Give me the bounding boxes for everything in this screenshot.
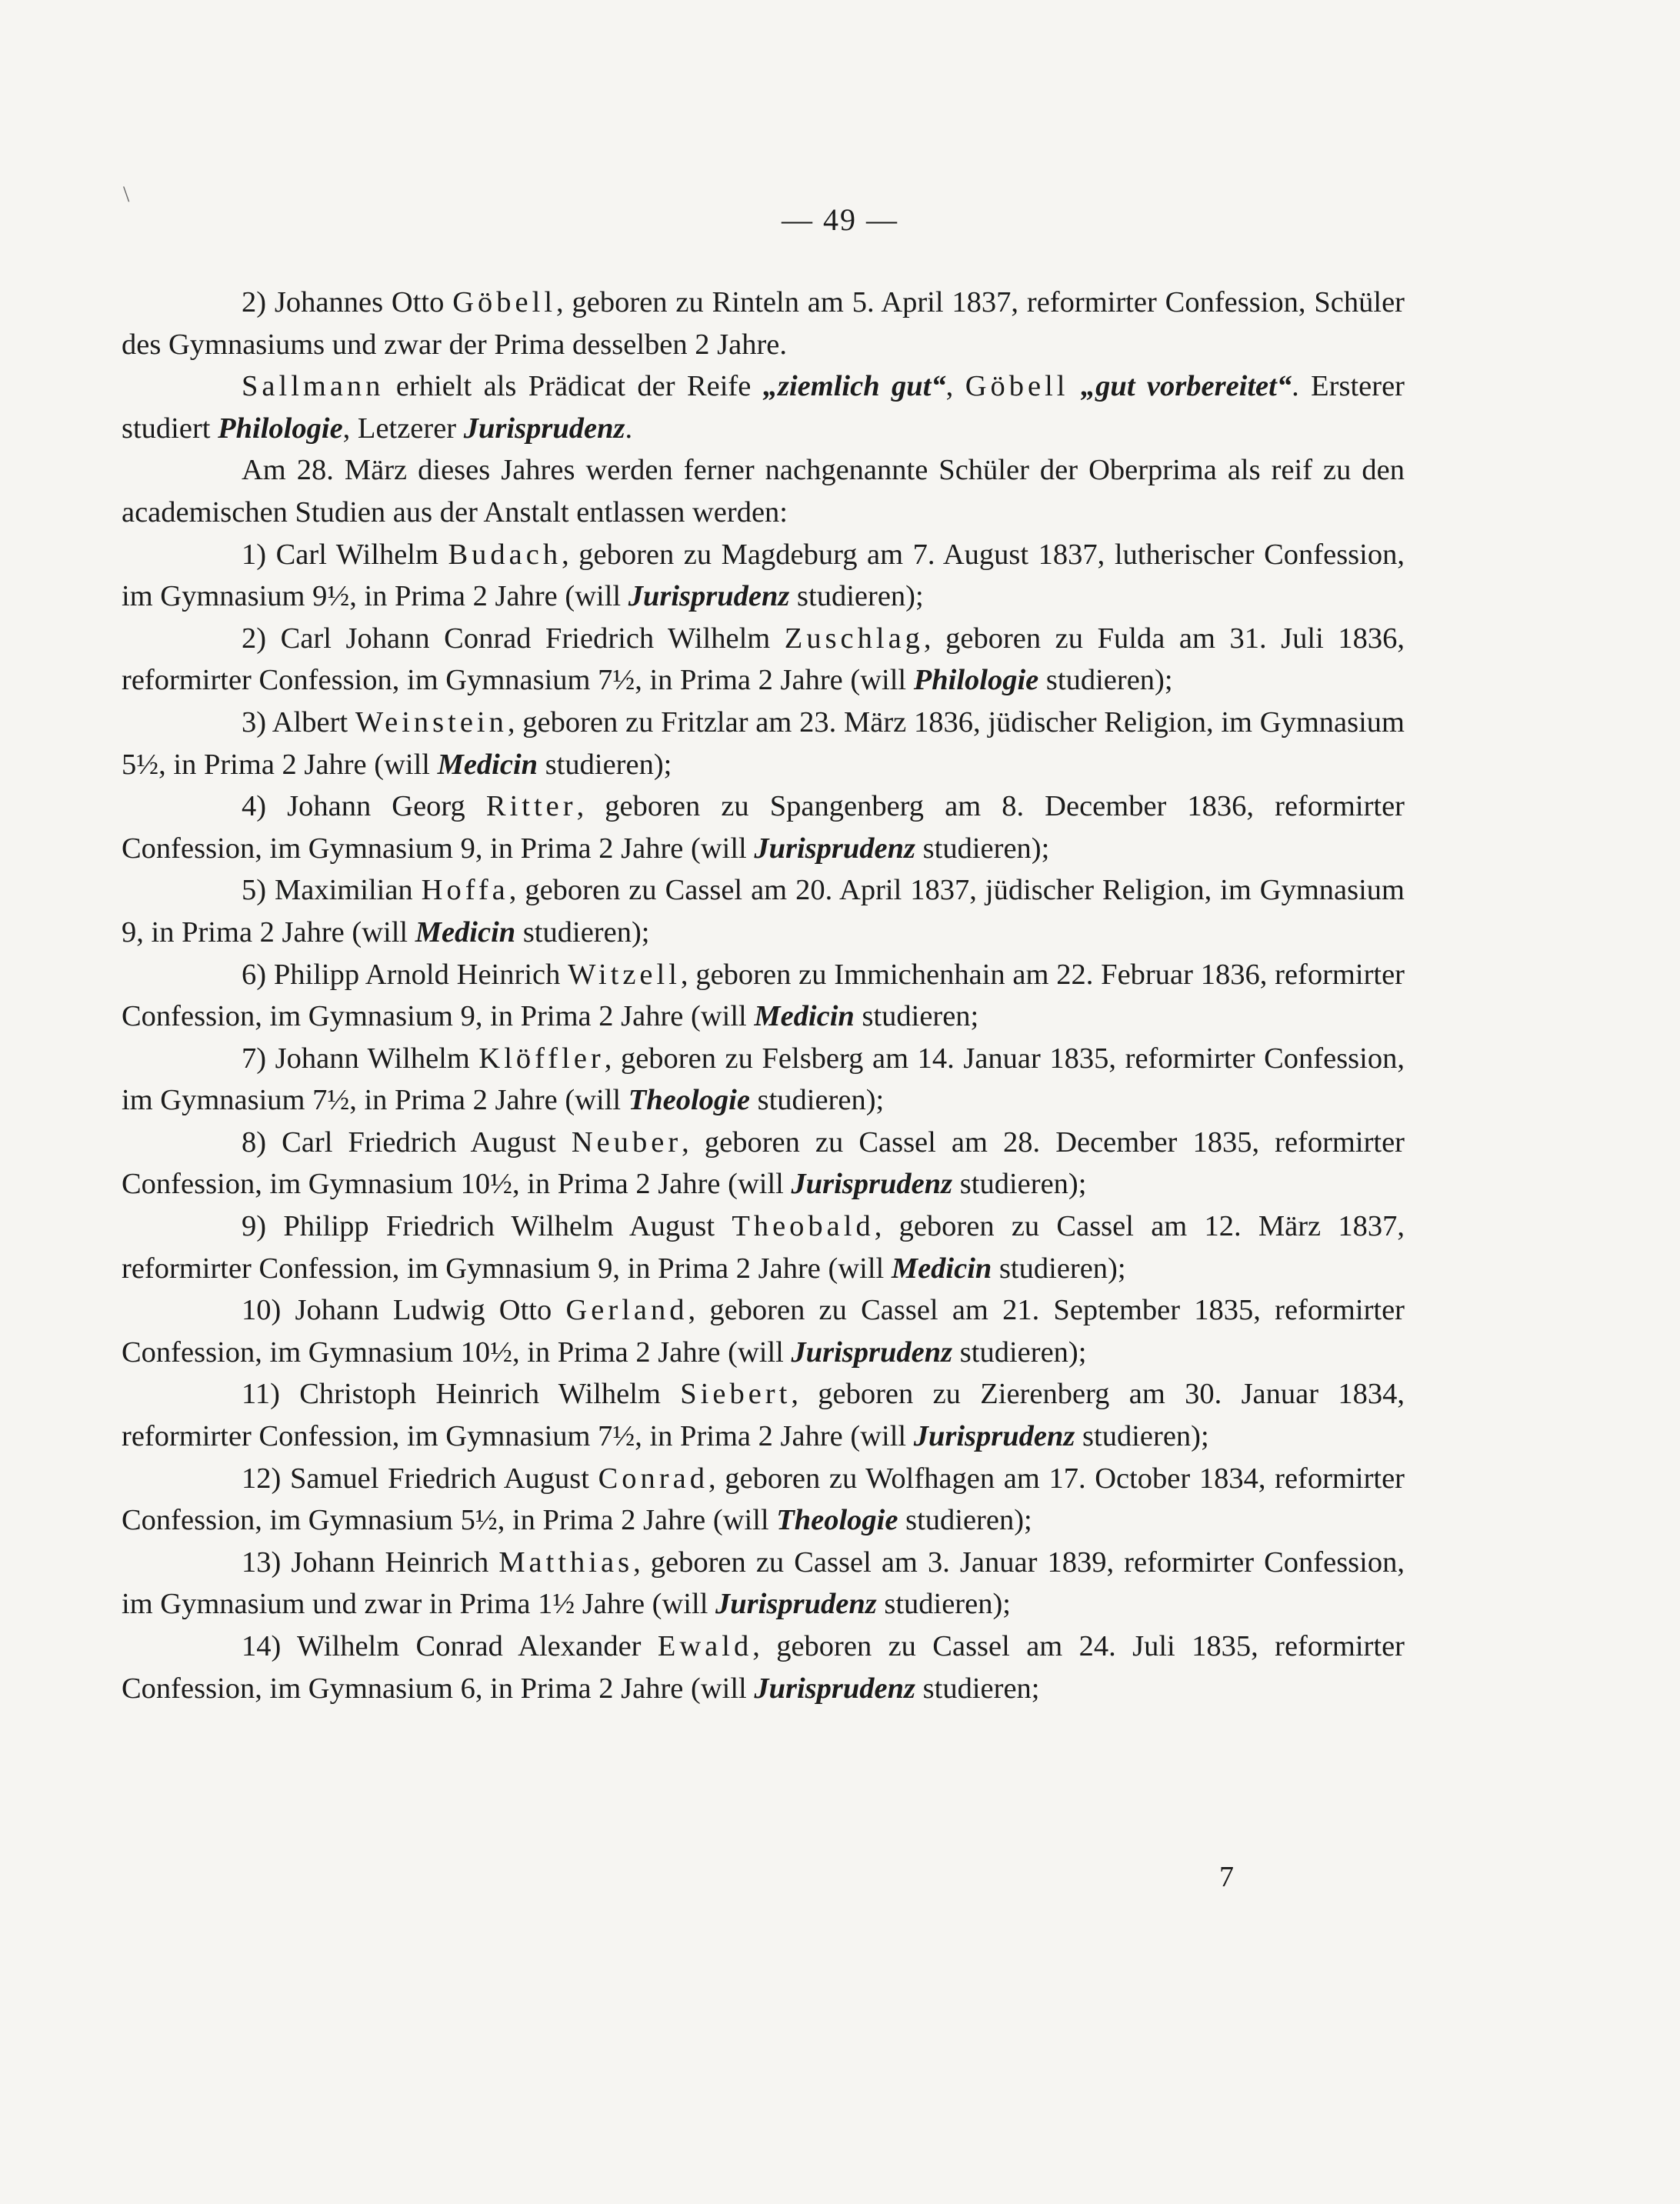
list-item: 12) Samuel Friedrich August Conrad, geboren zu Wolfhagen am 17. October 1834, reformirter Confession, im Gymnasium 5½, in Prima 2 Jahre (will Theologie studieren); [122,1462,1405,1537]
corner-mark: \ [123,182,130,207]
page-number: — 49 — [782,202,898,237]
list-item: 9) Philipp Friedrich Wilhelm August Theobald, geboren zu Cassel am 12. März 1837, reformirter Confession, im Gymnasium 9, in Prima 2 Jahre (will Medicin studieren); [122,1210,1405,1285]
body-text [122,282,1405,1709]
list-item: 8) Carl Friedrich August Neuber, geboren zu Cassel am 28. December 1835, reformirter Confession, im Gymnasium 10½, in Prima 2 Jahre (will Jurisprudenz studieren); [122,1125,1405,1201]
list-item: 1) Carl Wilhelm Budach, geboren zu Magdeburg am 7. August 1837, lutherischer Confession, im Gymnasium 9½, in Prima 2 Jahre (will Jurisprudenz studieren); [122,538,1405,613]
list-item: 14) Wilhelm Conrad Alexander Ewald, geboren zu Cassel am 24. Juli 1835, reformirter Confession, im Gymnasium 6, in Prima 2 Jahre (will Jurisprudenz studieren; [122,1630,1405,1705]
paragraph: 2) Johannes Otto Göbell, geboren zu Rinteln am 5. April 1837, reformirter Confession, Schüler des Gymnasiums und zwar der Prima desselben 2 Jahre. [122,286,1405,361]
list-item: 13) Johann Heinrich Matthias, geboren zu Cassel am 3. Januar 1839, reformirter Confession, im Gymnasium und zwar in Prima 1½ Jahre (will Jurisprudenz studieren); [122,1545,1405,1621]
list-item: 11) Christoph Heinrich Wilhelm Siebert, geboren zu Zierenberg am 30. Januar 1834, reformirter Confession, im Gymnasium 7½, in Prima 2 Jahre (will Jurisprudenz studieren); [122,1378,1405,1453]
list-item: 2) Carl Johann Conrad Friedrich Wilhelm Zuschlag, geboren zu Fulda am 31. Juli 1836, reformirter Confession, im Gymnasium 7½, in Prima 2 Jahre (will Philologie studieren); [122,622,1405,697]
list-item: 7) Johann Wilhelm Klöffler, geboren zu Felsberg am 14. Januar 1835, reformirter Confession, im Gymnasium 7½, in Prima 2 Jahre (will Theologie studieren); [122,1042,1405,1117]
list-item: 10) Johann Ludwig Otto Gerland, geboren zu Cassel am 21. September 1835, reformirter Confession, im Gymnasium 10½, in Prima 2 Jahre (will Jurisprudenz studieren); [122,1294,1405,1369]
list-item: 3) Albert Weinstein, geboren zu Fritzlar am 23. März 1836, jüdischer Religion, im Gymnasium 5½, in Prima 2 Jahre (will Medicin studieren); [122,705,1405,781]
paragraph: Sallmann erhielt als Prädicat der Reife „ziemlich gut“, Göbell „gut vorbereitet“. Ersterer studiert Philologie, Letzerer Jurisprudenz. [122,370,1405,445]
list-item: 6) Philipp Arnold Heinrich Witzell, geboren zu Immichenhain am 22. Februar 1836, reformirter Confession, im Gymnasium 9, in Prima 2 Jahre (will Medicin studieren; [122,958,1405,1033]
signature-mark: 7 [1219,1861,1234,1893]
paragraph: Am 28. März dieses Jahres werden ferner nachgenannte Schüler der Oberprima als reif zu den academischen Studien aus der Anstalt entlassen werden: [122,454,1405,528]
list-item: 4) Johann Georg Ritter, geboren zu Spangenberg am 8. December 1836, reformirter Confession, im Gymnasium 9, in Prima 2 Jahre (will Jurisprudenz studieren); [122,790,1405,865]
list-item: 5) Maximilian Hoffa, geboren zu Cassel am 20. April 1837, jüdischer Religion, im Gymnasium 9, in Prima 2 Jahre (will Medicin studieren); [122,874,1405,949]
